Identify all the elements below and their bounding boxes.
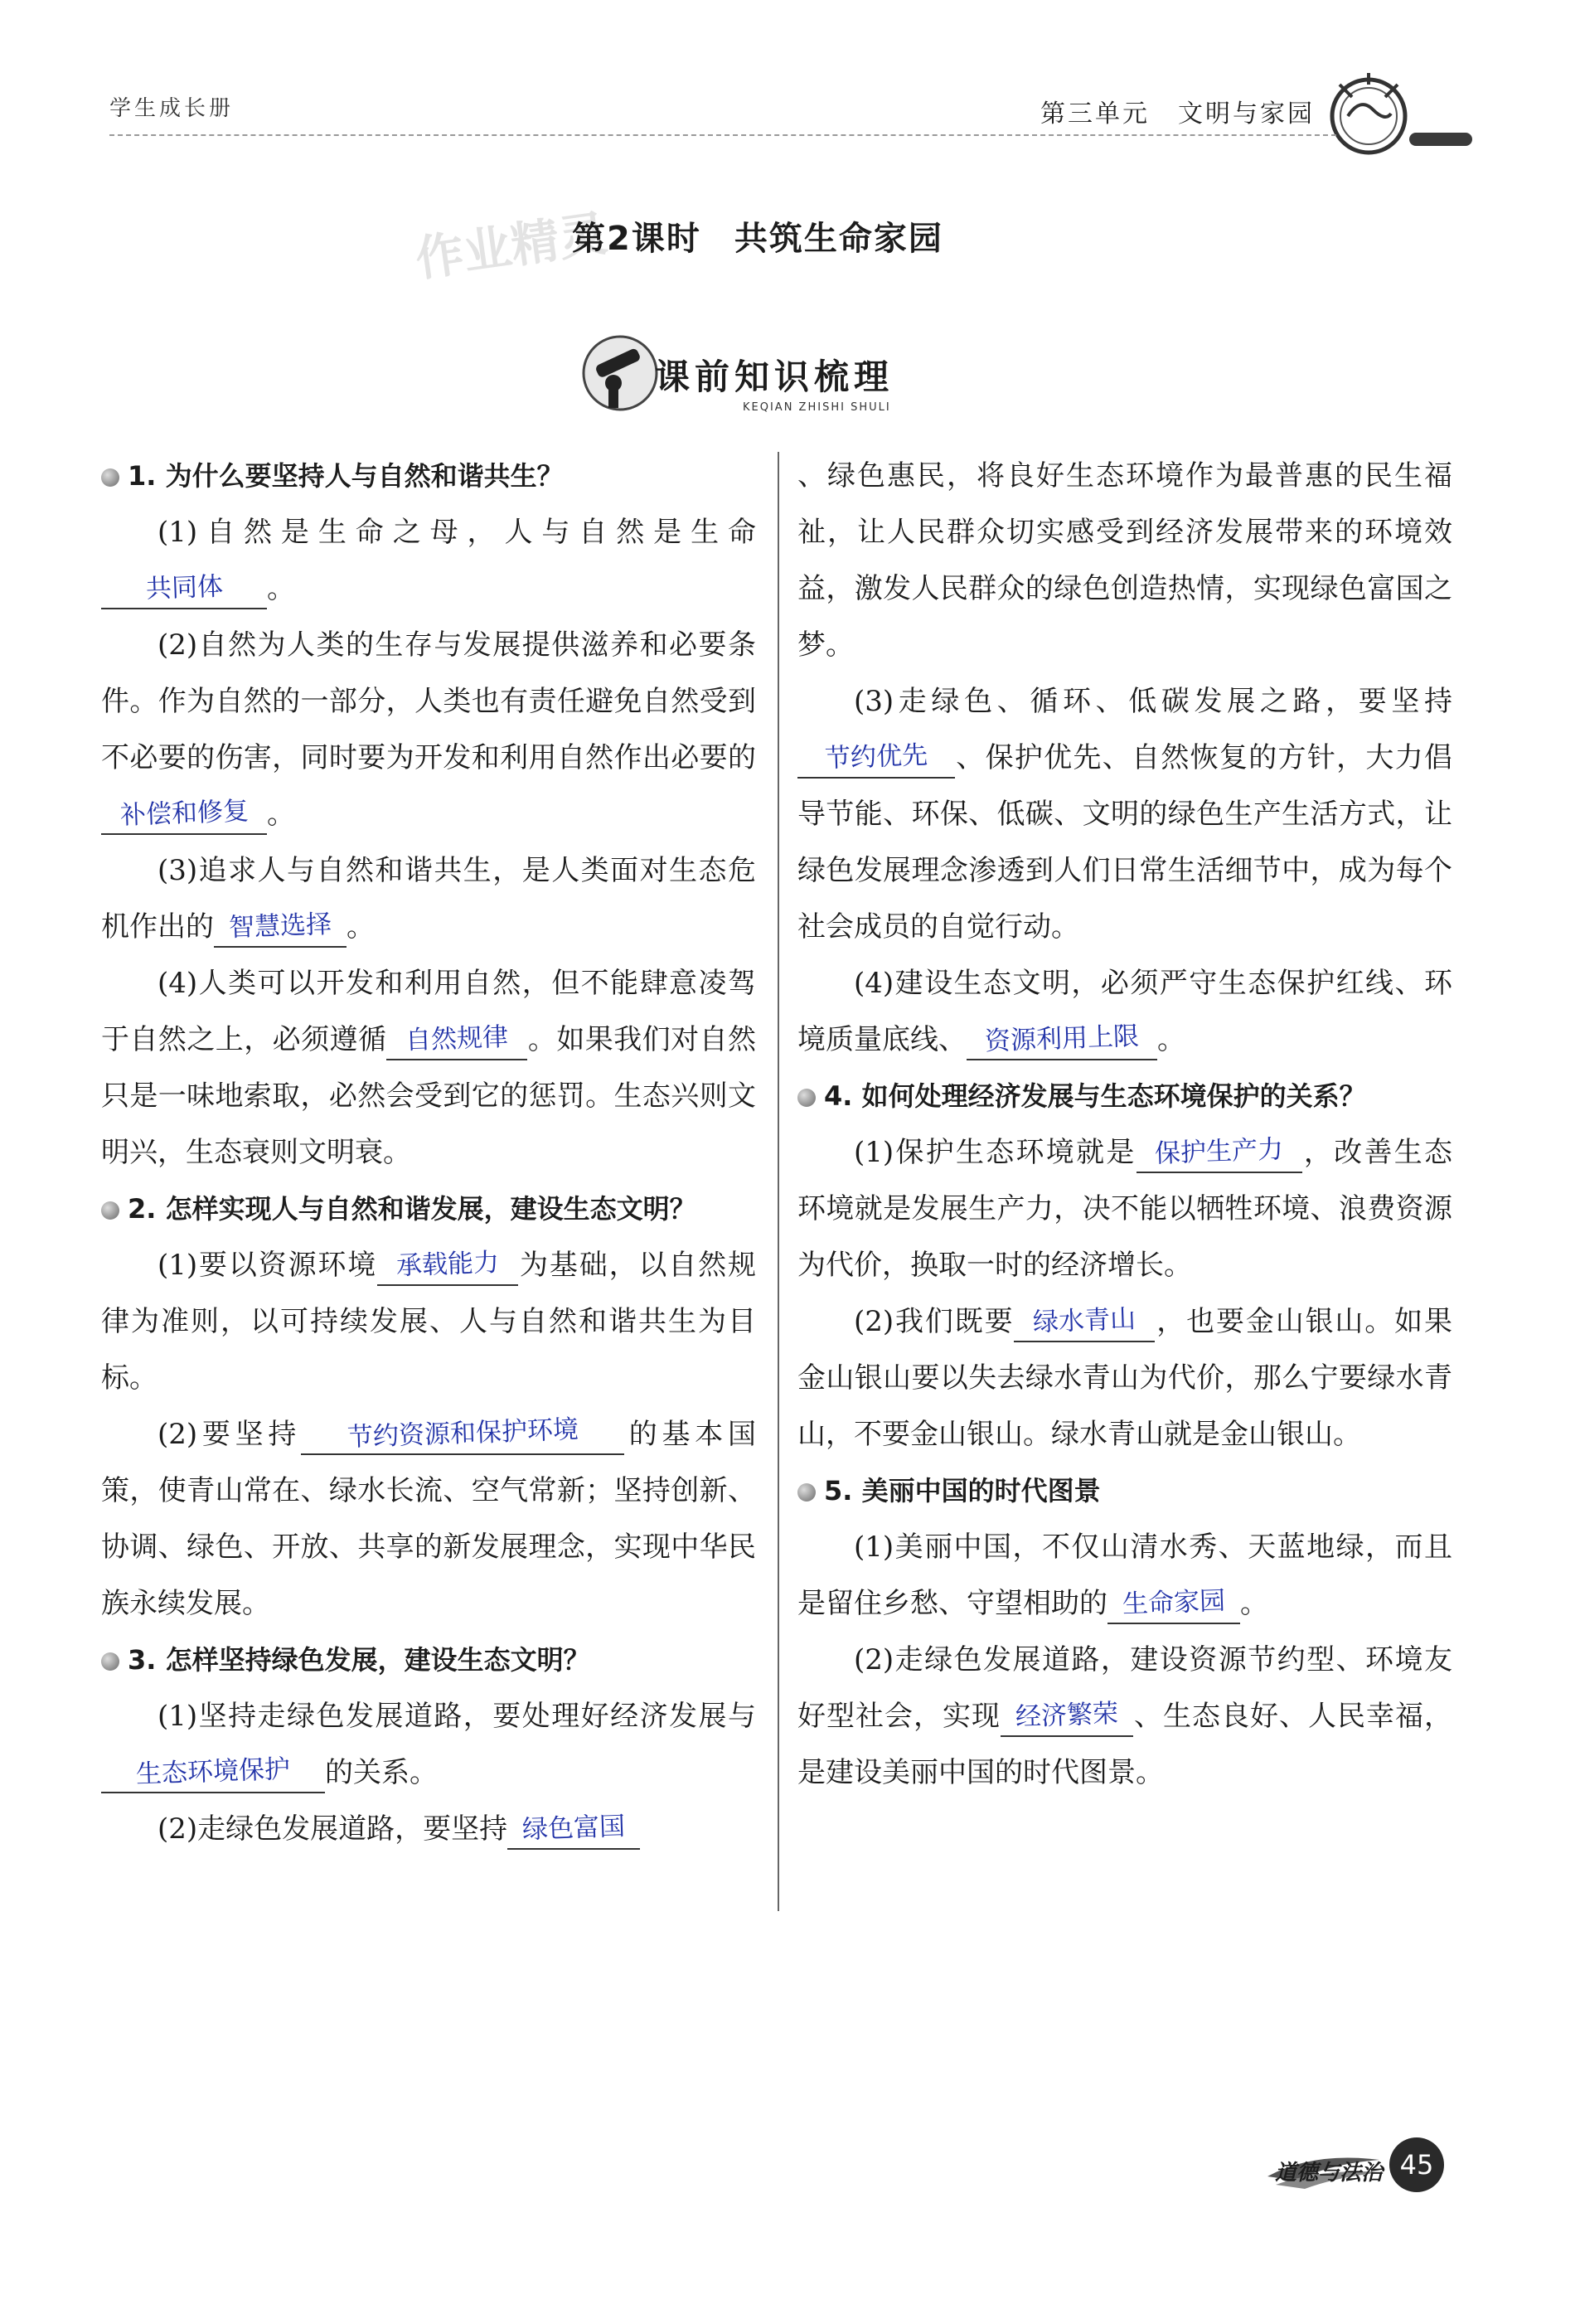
q4-item-2: (2)我们既要 绿水青山 ，也要金山银山。如果金山银山要以失去绿水青山为代价，那么宁要绿水青山，不要金山银山。绿水青山就是金山银山。 (797, 1293, 1452, 1463)
answer-blank: 补偿和修复 (101, 793, 267, 835)
q3-item-2: (2)走绿色发展道路，要坚持 绿色富国 (101, 1801, 756, 1857)
header-book-name: 学生成长册 (109, 96, 235, 121)
q5-item-1: (1)美丽中国，不仅山清水秀、天蓝地绿，而且是留住乡愁、守望相助的 生命家园 。 (797, 1519, 1452, 1632)
answer-blank: 绿色富国 (507, 1807, 640, 1850)
q3-item-3: (3)走绿色、循环、低碳发展之路，要坚持节约优先 、保护优先、自然恢复的方针，大力倡导节能、环保、低碳、文明的绿色生产生活方式，让绿色发展理念渗透到人们日常生活细节中，成为每个社会成员的自觉行动。 (797, 685, 1452, 944)
bullet-icon (797, 1483, 816, 1502)
q2-item-1: (1)要以资源环境 承载能力 为基础，以自然规律为准则，以可持续发展、人与自然和谐共生为目标。 (101, 1237, 756, 1406)
q3-item-1: (1)坚持走绿色发展道路，要处理好经济发展与生态环境保护 的关系。 (101, 1688, 756, 1801)
lesson-title (572, 212, 943, 260)
section-title: 课前知识梳理 (655, 357, 894, 397)
question-5: 5. 美丽中国的时代图景 (797, 1463, 1452, 1519)
unit-number: 第三单元 (1040, 99, 1150, 129)
bullet-icon (101, 468, 119, 487)
answer-blank: 节约资源和保护环境 (301, 1413, 624, 1455)
q1-item-2: (2)自然为人类的生存与发展提供滋养和必要条件。作为自然的一部分，人类也有责任避免自然受到不必要的伤害，同时要为开发和利用自然作出必要的补偿和修复 。 (101, 617, 756, 842)
lesson-number: 第2课时 (572, 220, 701, 258)
q1-item-1: (1)自然是生命之母，人与自然是生命共同体 。 (101, 504, 756, 617)
bullet-icon (101, 1652, 119, 1671)
answer-blank: 生态环境保护 (101, 1751, 325, 1793)
q5-item-2: (2)走绿色发展道路，建设资源节约型、环境友好型社会，实现 经济繁荣 、生态良好、人民幸福，是建设美丽中国的时代图景。 (797, 1643, 1452, 1789)
q4-item-1: (1)保护生态环境就是 保护生产力 ，改善生态环境就是发展生产力，决不能以牺牲环境、浪费资源为代价，换取一时的经济增长。 (797, 1124, 1452, 1293)
header-bar (1409, 133, 1472, 146)
answer-blank: 智慧选择 (214, 905, 347, 948)
answer-blank: 共同体 (101, 567, 267, 609)
question-2: 2. 怎样实现人与自然和谐发展，建设生态文明？ (101, 1181, 756, 1237)
telescope-person-icon (580, 332, 659, 415)
question-4: 4. 如何处理经济发展与生态环境保护的关系？ (797, 1068, 1452, 1124)
answer-blank: 保护生产力 (1137, 1131, 1302, 1173)
q1-item-4: (4)人类可以开发和利用自然，但不能肆意凌驾于自然之上，必须遵循 自然规律 。如果我们对自然只是一味地索取，必然会受到它的惩罚。生态兴则文明兴，生态衰则文明衰。 (101, 967, 757, 1169)
unit-title: 文明与家园 (1178, 99, 1315, 129)
answer-blank: 承载能力 (377, 1244, 518, 1286)
watermark: 作业精灵 (412, 205, 611, 288)
header-unit (1040, 93, 1315, 129)
question-1: 1. 为什么要坚持人与自然和谐共生？ (101, 448, 756, 504)
header-divider (109, 134, 1336, 136)
section-badge (580, 332, 978, 423)
lesson-name: 共筑生命家园 (734, 220, 943, 258)
q1-item-3: (3)追求人与自然和谐共生，是人类面对生态危机作出的 智慧选择 。 (101, 842, 756, 955)
footer-subject: 道德与法治 (1275, 2161, 1384, 2186)
answer-blank: 绿水青山 (1014, 1300, 1155, 1342)
q3-item-2-cont: 、绿色惠民，将良好生态环境作为最普惠的民生福祉，让人民群众切实感受到经济发展带来的环境效益，激发人民群众的绿色创造热情，实现绿色富国之梦。 (797, 459, 1452, 662)
answer-blank: 资源利用上限 (967, 1018, 1157, 1060)
answer-blank: 自然规律 (386, 1018, 527, 1060)
q3-item-4: (4)建设生态文明，必须严守生态保护红线、环境质量底线、 资源利用上限 。 (797, 955, 1452, 1068)
column-divider (778, 452, 779, 1911)
bullet-icon (797, 1089, 816, 1107)
section-subtitle: KEQIAN ZHISHI SHULI (743, 401, 891, 414)
left-column (101, 448, 756, 1857)
answer-blank: 经济繁荣 (1001, 1695, 1133, 1737)
bullet-icon (101, 1201, 119, 1220)
answer-blank: 生命家园 (1107, 1582, 1240, 1624)
question-3: 3. 怎样坚持绿色发展，建设生态文明？ (101, 1632, 756, 1688)
q2-item-2: (2)要坚持 节约资源和保护环境 的基本国策，使青山常在、绿水长流、空气常新；坚持创新、协调、绿色、开放、共享的新发展理念，实现中华民族永续发展。 (101, 1406, 756, 1632)
right-column (797, 448, 1452, 1801)
dragon-emblem-icon (1323, 68, 1414, 159)
page-number: 45 (1389, 2137, 1444, 2192)
answer-blank: 节约优先 (797, 736, 955, 779)
